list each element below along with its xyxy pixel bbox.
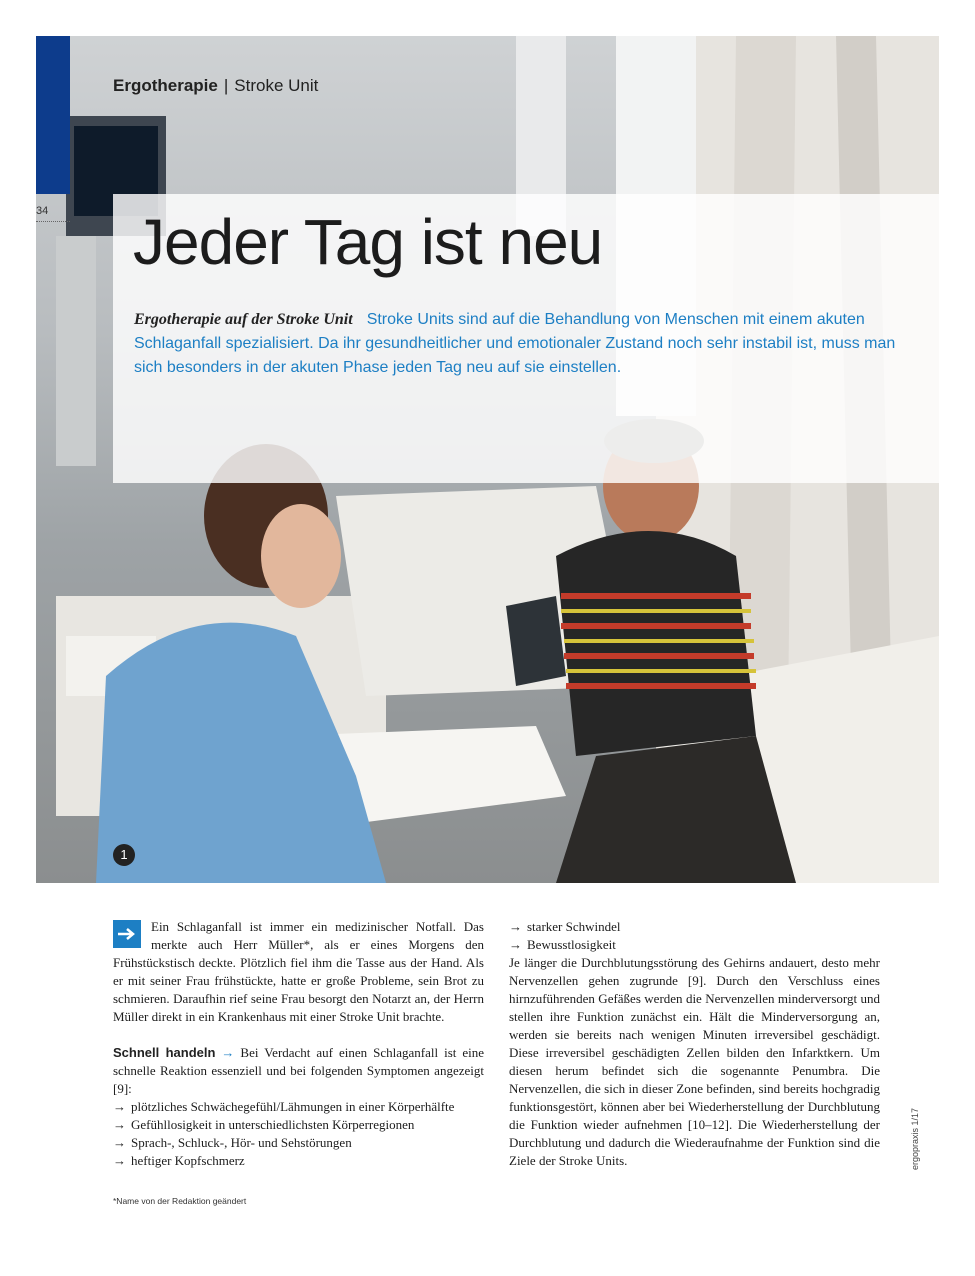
arrow-icon: [113, 920, 141, 948]
topic-label: Stroke Unit: [234, 76, 319, 95]
subheading: Schnell handeln: [113, 1045, 216, 1060]
article-title: Jeder Tag ist neu: [133, 206, 603, 278]
article-lead: [134, 308, 914, 380]
list-item: → Gefühllosigkeit in unterschiedlichsten Körperregionen: [113, 1116, 484, 1134]
list-item: → heftiger Kopfschmerz: [113, 1152, 484, 1170]
footnote: *Name von der Redaktion geändert: [113, 1196, 247, 1206]
section-text: Bei Verdacht auf einen Schlaganfall ist eine schnelle Reaktion essenziell und bei folgenden Symptomen angezeigt [9]:: [113, 1045, 485, 1096]
subheading-arrow: →: [221, 1045, 235, 1060]
body-column-right: [509, 918, 880, 1170]
list-item: → Sprach-, Schluck-, Hör- und Sehstörungen: [113, 1134, 484, 1152]
section-header: [113, 76, 318, 96]
section-color-bar: [36, 36, 70, 194]
lead-text: Stroke Units sind auf die Behandlung von Menschen mit einem akuten Schlaganfall spezialisiert. Da ihr gesundheitlicher und emotionaler Zustand noch sehr instabil ist, muss man sich besonders in der akuten Phase jeden Tag neu auf sie einstellen.: [134, 311, 896, 376]
section-label: Ergotherapie: [113, 76, 218, 95]
lead-kicker: Ergotherapie auf der Stroke Unit: [134, 311, 353, 328]
journal-reference: ergopraxis 1/17: [910, 1107, 920, 1170]
section-separator: |: [223, 76, 229, 95]
right-paragraph: Je länger die Durchblutungsstörung des Gehirns andauert, desto mehr Nervenzellen gehen zugrunde [9]. Durch den Verschluss eines hirnzuführenden Gefäßes werden die Nervenzellen minderversorgt und stellen ihre Funktion zunächst ein. Hält die Minderversorgung an, werden sie bereits nach wenigen Minuten irreversibel geschädigt. Diese irreversibel geschädigten Zellen bilden den Infarktkern. Um diesen herum befindet sich die sogenannte Penumbra. Die Nervenzellen, die sich in dieser Zone befinden, sind bereits hochgradig funktionsgestört, können aber bei Wiederherstellung der Durchblutung die Funktion wieder aufnehmen [10–12]. Die Wiederherstellung der Durchblutung und dadurch die Wiederaufnahme der Funktion sind die Ziele der Stroke Units.: [509, 955, 880, 1168]
page-number: 34: [36, 205, 70, 222]
intro-paragraph: Ein Schlaganfall ist immer ein medizinischer Notfall. Das merkte auch Herr Müller*, als er eines Morgens den Frühstückstisch deckte. Plötzlich fiel ihm die Tasse aus der Hand. Als er mit seiner Frau frühstückte, hatte er große Probleme, sein Brot zu schmieren. Daraufhin rief seine Frau besorgt den Notarzt an, der Herrn Müller direkt in ein Krankenhaus mit einer Stroke Unit brachte.: [113, 919, 484, 1024]
figure-number-badge: 1: [113, 844, 135, 866]
symptom-list-right: [509, 918, 880, 954]
symptom-list-left: [113, 1098, 484, 1170]
list-item: → Bewusstlosigkeit: [509, 936, 880, 954]
list-item: → plötzliches Schwächegefühl/Lähmungen in einer Körperhälfte: [113, 1098, 484, 1116]
body-column-left: [113, 918, 484, 1170]
list-item: → starker Schwindel: [509, 918, 880, 936]
paragraph-gap: [113, 1026, 484, 1044]
section-paragraph: [113, 1044, 484, 1098]
